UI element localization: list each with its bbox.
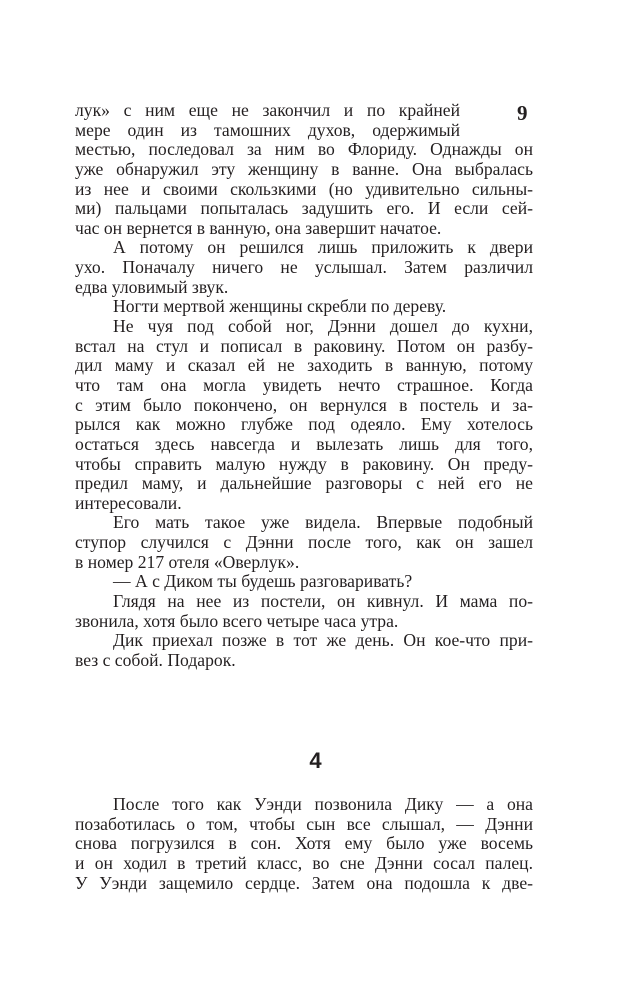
body-text-top — [75, 101, 533, 671]
body-text-chapter-start — [75, 795, 533, 893]
text-line: едва уловимый звук. — [75, 276, 229, 297]
page-number: 9 — [517, 101, 528, 125]
text-line: Глядя на нее из постели, он кивнул. И мама по- — [113, 591, 533, 612]
text-line: ухо. Поначалу ничего не услышал. Затем различил — [75, 257, 533, 278]
text-line: Не чуя под собой ног, Дэнни дошел до кухни, — [113, 316, 533, 337]
text-line: встал на стул и пописал в раковину. Потом он разбу- — [75, 335, 533, 356]
text-line: чтобы справить малую нужду в раковину. Он преду- — [75, 453, 533, 474]
text-line: рылся как можно глубже под одеяло. Ему хотелось — [75, 414, 533, 435]
text-line: уже обнаружил эту женщину в ванне. Она выбралась — [75, 158, 533, 179]
text-line: А потому он решился лишь приложить к двери — [113, 237, 533, 258]
text-line: вез с собой. Подарок. — [75, 649, 236, 670]
text-line: предил маму, и дальнейшие разговоры с ней его не — [75, 473, 533, 494]
text-line: У Уэнди защемило сердце. Затем она подошла к две- — [75, 872, 533, 893]
text-line: местью, последовал за ним во Флориду. Однажды он — [75, 139, 533, 160]
text-line: Его мать такое уже видела. Впервые подобный — [113, 512, 533, 533]
text-line: дил маму и сказал ей не заходить в ванную, потому — [75, 355, 533, 376]
text-line: ми) пальцами попыталась задушить его. И если сей- — [75, 198, 533, 219]
text-line: — А с Диком ты будешь разговаривать? — [113, 571, 413, 592]
text-line: После того как Уэнди позвонила Дику — а она — [113, 794, 533, 814]
text-line: час он вернется в ванную, она завершит начатое. — [75, 217, 442, 238]
chapter-heading: 4 — [309, 748, 322, 773]
text-line: и он ходил в третий класс, во сне Дэнни сосал палец. — [75, 852, 533, 873]
text-line: что там она могла увидеть нечто страшное. Когда — [75, 374, 533, 395]
text-line: в номер 217 отеля «Оверлук». — [75, 551, 300, 572]
text-line: остаться здесь навсегда и вылезать лишь для того, — [75, 433, 533, 454]
text-line: позаботилась о том, чтобы сын все слышал, — Дэнни — [75, 813, 533, 834]
text-line: Ногти мертвой женщины скребли по дереву. — [113, 296, 447, 317]
text-line: звонила, хотя было всего четыре часа утра. — [75, 610, 399, 631]
text-line: ступор случился с Дэнни после того, как он зашел — [75, 532, 533, 553]
text-line: мере один из тамошних духов, одержимый — [75, 119, 460, 140]
text-line: снова погрузился в сон. Хотя ему было уже восемь — [75, 833, 533, 854]
text-line: с этим было покончено, он вернулся в постель и за- — [75, 394, 533, 415]
text-line: Дик приехал позже в тот же день. Он кое-что при- — [113, 630, 533, 651]
text-line: из нее и своими скользкими (но удивительно сильны- — [75, 178, 533, 199]
text-line: интересовали. — [75, 492, 182, 513]
text-line: лук» с ним еще не закончил и по крайней — [75, 100, 460, 120]
